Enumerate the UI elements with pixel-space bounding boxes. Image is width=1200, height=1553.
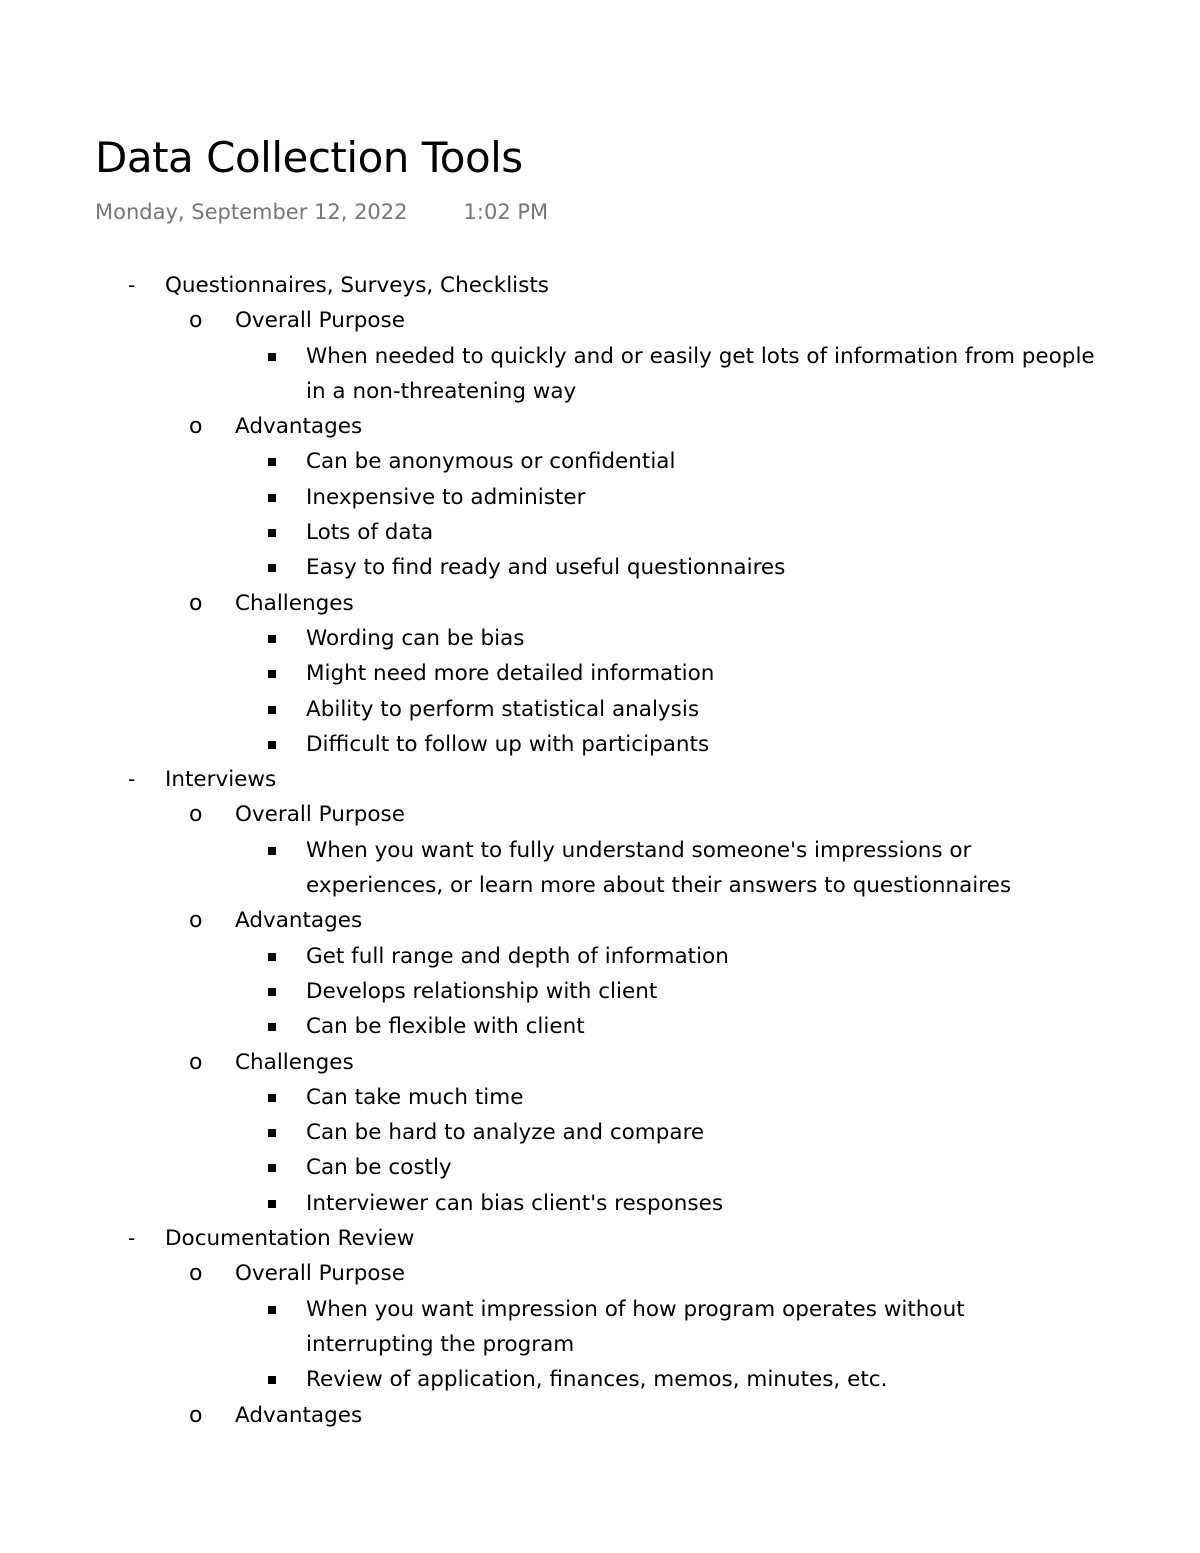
square-bullet-icon [268,529,276,537]
square-bullet-icon [268,741,276,749]
circle-bullet: o [189,1402,203,1428]
square-bullet-icon [268,458,276,466]
section-heading: - Documentation Review [0,1221,1200,1256]
list-item: Review of application, finances, memos, minutes, etc. [0,1362,1200,1397]
square-bullet-icon [268,1023,276,1031]
square-bullet-icon [268,953,276,961]
square-bullet-icon [268,1164,276,1172]
list-item: Might need more detailed information [0,656,1200,691]
square-bullet-icon [268,353,276,361]
list-item: Lots of data [0,515,1200,550]
square-bullet-icon [268,847,276,855]
group-heading: o Advantages [0,409,1200,444]
note-date: Monday, September 12, 2022 [95,200,408,224]
list-item: When you want impression of how program operates without interrupting the program [0,1292,1096,1363]
circle-bullet: o [189,1049,203,1075]
square-bullet-icon [268,670,276,678]
dash-bullet: - [128,1226,136,1251]
circle-bullet: o [189,590,203,616]
list-item: Get full range and depth of information [0,939,1200,974]
list-item: Can be hard to analyze and compare [0,1115,1200,1150]
square-bullet-icon [268,1129,276,1137]
list-item: Can take much time [0,1080,1200,1115]
list-item: When needed to quickly and or easily get lots of information from people in a non-threatening way [0,339,1096,410]
group-heading: o Advantages [0,1398,1200,1433]
dash-bullet: - [128,767,136,792]
group-heading: o Challenges [0,1045,1200,1080]
section-heading: - Questionnaires, Surveys, Checklists [0,268,1200,303]
circle-bullet: o [189,308,203,334]
outline-list [0,268,1200,1433]
note-timestamp [95,200,548,224]
circle-bullet: o [189,414,203,440]
list-item: Wording can be bias [0,621,1200,656]
list-item: Can be flexible with client [0,1009,1200,1044]
list-item: Inexpensive to administer [0,480,1200,515]
square-bullet-icon [268,1306,276,1314]
list-item: When you want to fully understand someone's impressions or experiences, or learn more about their answers to questionnaires [0,833,1096,904]
group-heading: o Challenges [0,586,1200,621]
square-bullet-icon [268,988,276,996]
list-item: Develops relationship with client [0,974,1200,1009]
square-bullet-icon [268,564,276,572]
square-bullet-icon [268,706,276,714]
list-item: Can be costly [0,1150,1200,1185]
section-heading: - Interviews [0,762,1200,797]
list-item: Difficult to follow up with participants [0,727,1200,762]
group-heading: o Overall Purpose [0,797,1200,832]
list-item: Interviewer can bias client's responses [0,1186,1200,1221]
page-title: Data Collection Tools [95,133,523,182]
square-bullet-icon [268,635,276,643]
circle-bullet: o [189,908,203,934]
square-bullet-icon [268,1094,276,1102]
list-item: Can be anonymous or confidential [0,444,1200,479]
dash-bullet: - [128,273,136,297]
square-bullet-icon [268,1200,276,1208]
list-item: Ability to perform statistical analysis [0,692,1200,727]
group-heading: o Overall Purpose [0,1256,1200,1291]
circle-bullet: o [189,1261,203,1287]
list-item: Easy to find ready and useful questionnaires [0,550,1200,585]
square-bullet-icon [268,494,276,502]
group-heading: o Advantages [0,903,1200,938]
square-bullet-icon [268,1376,276,1384]
group-heading: o Overall Purpose [0,303,1200,338]
note-time: 1:02 PM [463,200,549,224]
circle-bullet: o [189,802,203,828]
